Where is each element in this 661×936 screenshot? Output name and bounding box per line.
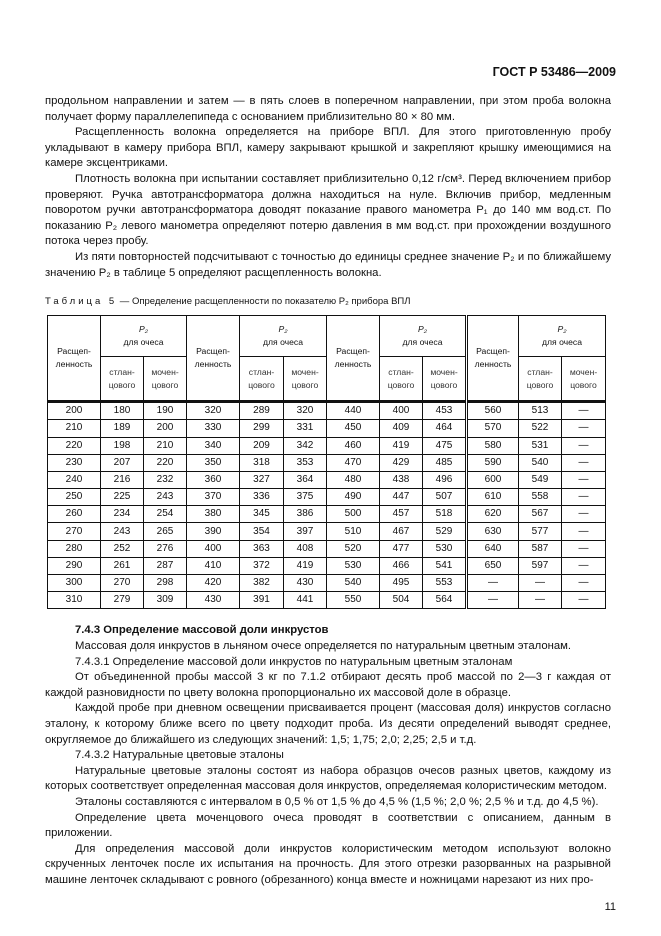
table-cell: 225 [101,489,144,506]
table-row [48,402,606,420]
p2-sub-label: для очеса [123,337,164,348]
table-cell: 467 [380,523,423,540]
table-cell: 189 [101,420,144,437]
paragraph: Каждой пробе при дневном освещении присваивается процент (массовая доля) инкрустов согласно эталону, к которому ближе всего по цвету подходит проба. Из десяти определений выводят среднее, округляемое до ближайшего из следующих значений: 1,5; 1,75; 2,0; 2,25; 2,5 и т.д. [45,702,611,746]
table-cell: — [562,523,606,540]
table-cell: 440 [327,402,380,420]
paragraph: Натуральные цветовые эталоны состоят из набора образцов очесов разных цветов, каждому из которых соответствует определенная массовая доля инкрустов, определяемая колористическим методом. [45,764,611,793]
table-cell: 220 [48,437,101,454]
table-cell: 363 [240,540,284,557]
table-cell: 485 [423,454,467,471]
table-cell: 587 [519,540,562,557]
header-splitting: Расщеп- ленность [467,316,519,402]
table-cell: 410 [187,557,240,574]
table-cell: 279 [101,592,144,609]
table-cell: 590 [467,454,519,471]
table-cell: 320 [284,402,327,420]
table-cell: 209 [240,437,284,454]
table-cell: 232 [144,471,187,488]
table-cell: 372 [240,557,284,574]
paragraph: Расщепленность волокна определяется на приборе ВПЛ. Для этого приготовленную пробу укладывают в камеру прибора ВПЛ, камеру закрывают крышкой и закрепляют крышку имеющимися на камере эксцентриками. [45,126,611,170]
table-cell: 234 [101,506,144,523]
table-cell: — [562,420,606,437]
table-cell: — [562,557,606,574]
table-cell: 464 [423,420,467,437]
table-row [48,540,606,557]
table-cell: 327 [240,471,284,488]
table-cell: 342 [284,437,327,454]
p2-sub-label: для очеса [542,337,582,348]
table-cell: 438 [380,471,423,488]
table-cell: 331 [284,420,327,437]
table-row [48,420,606,437]
table-cell: 300 [48,575,101,592]
table-cell: 216 [101,471,144,488]
table-cell: 198 [101,437,144,454]
table-cell: 540 [327,575,380,592]
table-cell: 243 [144,489,187,506]
table-cell: 375 [284,489,327,506]
table-cell: 354 [240,523,284,540]
table-cell: 350 [187,454,240,471]
table-cell: 520 [327,540,380,557]
table-cell: 531 [519,437,562,454]
header-mochen: мочен- цового [423,357,467,402]
table-cell: — [519,575,562,592]
table-cell: 620 [467,506,519,523]
table-cell: 570 [467,420,519,437]
table-cell: 560 [467,402,519,420]
table-cell: 580 [467,437,519,454]
table-cell: 270 [48,523,101,540]
p2-label: P₂ [278,324,288,335]
p2-sub-label: для очеса [263,337,303,348]
table-cell: 450 [327,420,380,437]
table-cell: — [519,592,562,609]
table-cell: 330 [187,420,240,437]
paragraph: Эталоны составляются с интервалом в 0,5 % от 1,5 % до 4,5 % (1,5 %; 2,0 %; 2,5 % и т.д. до 4,5 %). [75,795,599,808]
paragraph: Из пяти повторностей подсчитывают с точностью до единицы среднее значение P₂ и по ближайшему значению P₂ в таблице 5 определяют расщепленность волокна. [45,250,611,279]
table-cell: 254 [144,506,187,523]
table-cell: 220 [144,454,187,471]
table-row [48,592,606,609]
paragraph: От объединенной пробы массой 3 кг по 7.1.2 отбирают десять проб массой по 2—3 г каждая от каждой разновидности по цвету волокна пропорционально их массовой доле в образце. [45,671,611,699]
p2-label: P₂ [557,324,567,335]
table-row [48,471,606,488]
table-cell: 280 [48,540,101,557]
table-cell: 289 [240,402,284,420]
table-cell: 558 [519,489,562,506]
table-cell: 299 [240,420,284,437]
table-cell: — [562,592,606,609]
table-cell: 380 [187,506,240,523]
table-cell: — [562,540,606,557]
table-cell: 496 [423,471,467,488]
table-cell: 453 [423,402,467,420]
table-cell: 429 [380,454,423,471]
table-cell: 490 [327,489,380,506]
table-cell: 553 [423,575,467,592]
table-cell: 265 [144,523,187,540]
table-cell: 610 [467,489,519,506]
table-cell: 495 [380,575,423,592]
table-cell: 409 [380,420,423,437]
table-row [48,489,606,506]
table-cell: 529 [423,523,467,540]
table-cell: 518 [423,506,467,523]
table-row [48,437,606,454]
table-cell: 460 [327,437,380,454]
header-mochen: мочен- цового [144,357,187,402]
header-stlan: стлан- цового [101,357,144,402]
table-cell: 260 [48,506,101,523]
table-cell: 276 [144,540,187,557]
table-cell: 600 [467,471,519,488]
table-row [48,454,606,471]
paragraph: Определение цвета моченцового очеса проводят в соответствии с описанием, данным в приложении. [45,811,611,840]
table-cell: 210 [48,420,101,437]
header-splitting: Расщеп- ленность [48,316,101,402]
table-cell: — [562,454,606,471]
table-cell: 400 [187,540,240,557]
intro-text [45,94,611,281]
table-cell: 597 [519,557,562,574]
table-cell: 340 [187,437,240,454]
table-cell: 391 [240,592,284,609]
table-cell: 200 [48,402,101,420]
table-row [48,575,606,592]
table-cell: — [467,575,519,592]
header-stlan: стлан- цового [240,357,284,402]
table-cell: 190 [144,402,187,420]
table-cell: 309 [144,592,187,609]
table-cell: 252 [101,540,144,557]
section-7-4-3 [45,623,611,888]
header-stlan: стлан- цового [380,357,423,402]
caption-text: — Определение расщепленности по показателю P₂ прибора ВПЛ [117,296,411,308]
table-cell: 457 [380,506,423,523]
header-p2 [240,316,327,357]
header-stlan: стлан- цового [519,357,562,402]
table-cell: 270 [101,575,144,592]
header-p2 [380,316,467,357]
p2-sub-label: для очеса [402,337,443,348]
table-cell: 540 [519,454,562,471]
table-cell: 441 [284,592,327,609]
table-cell: 250 [48,489,101,506]
header-p2 [519,316,606,357]
table-cell: 541 [423,557,467,574]
table-cell: 430 [187,592,240,609]
table-cell: 261 [101,557,144,574]
table-cell: 567 [519,506,562,523]
table-cell: 564 [423,592,467,609]
header-mochen: мочен- цового [284,357,327,402]
table-cell: 298 [144,575,187,592]
table-cell: 550 [327,592,380,609]
header-p2 [101,316,187,357]
table-cell: 640 [467,540,519,557]
paragraph: Массовая доля инкрустов в льняном очесе определяется по натуральным цветным эталонам. [75,639,572,652]
table-cell: 477 [380,540,423,557]
table-cell: 207 [101,454,144,471]
table-header-row [48,316,606,357]
table-cell: 243 [101,523,144,540]
header-splitting: Расщеп- ленность [187,316,240,402]
table-cell: — [562,489,606,506]
table-cell: 510 [327,523,380,540]
paragraph: продольном направлении и затем — в пять слоев в поперечном направлении, при этом проба волокна получает форму параллелепипеда с основанием приблизительно 80 × 80 мм. [45,95,611,123]
table-cell: 180 [101,402,144,420]
table-cell: 475 [423,437,467,454]
table-cell: 504 [380,592,423,609]
table-cell: — [562,402,606,420]
table-cell: 522 [519,420,562,437]
table-cell: 650 [467,557,519,574]
table-cell: 466 [380,557,423,574]
table-row [48,506,606,523]
table-caption [45,295,611,308]
table-cell: 240 [48,471,101,488]
table-cell: 507 [423,489,467,506]
table-cell: 420 [187,575,240,592]
caption-label: Таблица 5 [45,296,118,308]
table-cell: 419 [284,557,327,574]
table-cell: 336 [240,489,284,506]
table-cell: — [562,506,606,523]
page-number: 11 [604,901,616,914]
table-cell: 230 [48,454,101,471]
document-header: ГОСТ Р 53486—2009 [492,65,616,79]
splitting-table [47,315,606,609]
table-cell: 200 [144,420,187,437]
table-cell: 630 [467,523,519,540]
p2-label: P₂ [417,324,427,335]
table-cell: 210 [144,437,187,454]
table-cell: 513 [519,402,562,420]
table-cell: 400 [380,402,423,420]
table-cell: 320 [187,402,240,420]
paragraph: Плотность волокна при испытании составляет приблизительно 0,12 г/см³. Перед включением прибор проверяют. Ручка автотрансформатора должна находиться на нуле. Включив прибор, медленным поворотом ручки автотрансформатора доводят показание правого манометра P₁ до 140 мм вод.ст. По показанию P₂ левого манометра определяют потерю давления в мм вод.ст. при прохождении воздушного потока через пробу. [45,172,611,248]
header-splitting: Расщеп- ленность [327,316,380,402]
table-cell: — [562,575,606,592]
table-cell: 408 [284,540,327,557]
header-mochen: мочен- цового [562,357,606,402]
table-cell: 382 [240,575,284,592]
table-cell: 500 [327,506,380,523]
table-cell: 530 [423,540,467,557]
table-cell: 386 [284,506,327,523]
paragraph: Для определения массовой доли инкрустов колористическим методом используют волокно скрученных ленточек после их испытания на прочность. Для этого отрезки разорванных на разрывной машине ленточек складывают с ровного (обрезанного) конца вместе и ножницами нарезают из них про- [45,842,611,886]
table-cell: — [562,471,606,488]
table-cell: 345 [240,506,284,523]
table-cell: 430 [284,575,327,592]
section-heading: 7.4.3 Определение массовой доли инкрустов [75,624,329,637]
table-cell: 577 [519,523,562,540]
table-cell: 290 [48,557,101,574]
table-cell: 419 [380,437,423,454]
table-cell: 390 [187,523,240,540]
table-cell: 287 [144,557,187,574]
p2-label: P₂ [138,324,148,335]
table-cell: 360 [187,471,240,488]
table-row [48,557,606,574]
table-row [48,523,606,540]
table-cell: — [467,592,519,609]
table-cell: 447 [380,489,423,506]
table-cell: 353 [284,454,327,471]
table-cell: 397 [284,523,327,540]
table-cell: — [562,437,606,454]
table-cell: 549 [519,471,562,488]
table-cell: 310 [48,592,101,609]
table-cell: 364 [284,471,327,488]
subsection-heading: 7.4.3.2 Натуральные цветовые эталоны [75,749,284,762]
table-cell: 370 [187,489,240,506]
table-cell: 470 [327,454,380,471]
table-cell: 318 [240,454,284,471]
table-cell: 530 [327,557,380,574]
table-cell: 480 [327,471,380,488]
subsection-heading: 7.4.3.1 Определение массовой доли инкрустов по натуральным цветным эталонам [75,655,513,668]
